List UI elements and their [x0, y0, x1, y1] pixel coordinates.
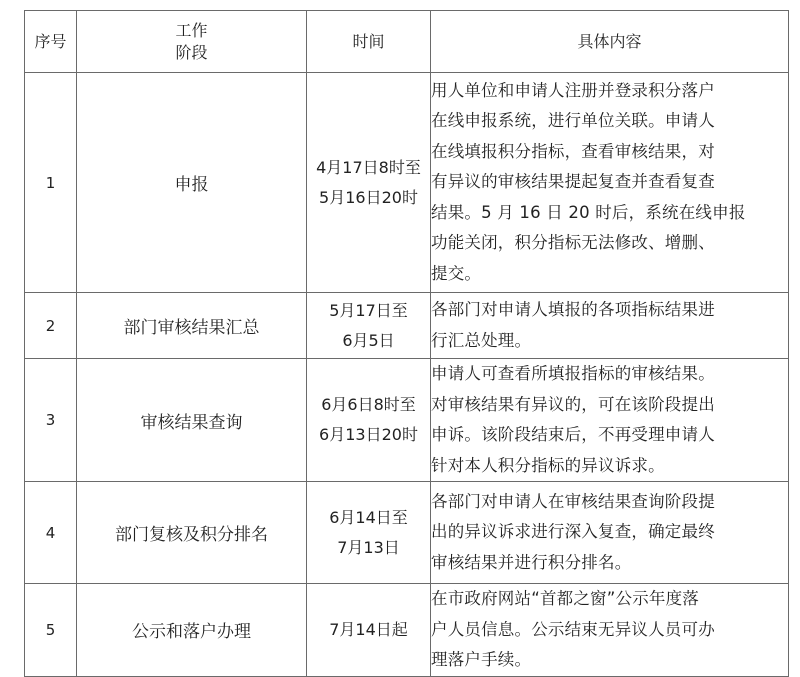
time-line: 7月14日起: [329, 619, 408, 639]
row-content: [431, 293, 789, 359]
content-line: 功能关闭，积分指标无法修改、增删、: [431, 233, 715, 253]
content-line: 出的异议诉求进行深入复查，确定最终: [431, 522, 715, 542]
time-line: 6月13日20时: [319, 425, 418, 444]
row-time: [307, 584, 431, 677]
content-line: 提交。: [431, 263, 482, 283]
header-content: 具体内容: [431, 11, 789, 73]
row-stage: 部门复核及积分排名: [77, 482, 307, 584]
row-content: [431, 584, 789, 677]
row-num: 5: [25, 584, 77, 677]
header-stage: [77, 11, 307, 73]
row-stage: 部门审核结果汇总: [77, 293, 307, 359]
row-stage: 审核结果查询: [77, 359, 307, 482]
row-time: [307, 359, 431, 482]
content-line: 户人员信息。公示结束无异议人员可办: [431, 619, 715, 639]
content-line: 有异议的审核结果提起复查并查看复查: [431, 172, 715, 192]
header-stage-line1: 工作: [175, 20, 208, 40]
content-line: 用人单位和申请人注册并登录积分落户: [431, 80, 715, 100]
row-stage: 公示和落户办理: [77, 584, 307, 677]
content-line: 结果。5 月 16 日 20 时后，系统在线申报: [431, 202, 746, 222]
content-line: 针对本人积分指标的异议诉求。: [431, 455, 665, 475]
table-row: [25, 584, 789, 677]
content-line: 审核结果并进行积分排名。: [431, 552, 632, 572]
content-line: 在市政府网站“首都之窗”公示年度落: [431, 589, 699, 608]
content-line: 各部门对申请人填报的各项指标结果进: [431, 300, 715, 319]
time-line: 7月13日: [337, 537, 400, 557]
row-content: [431, 73, 789, 293]
content-line: 申诉。该阶段结束后，不再受理申请人: [431, 425, 715, 444]
row-time: [307, 293, 431, 359]
row-content: [431, 359, 789, 482]
time-line: 6月14日至: [329, 507, 408, 527]
content-line: 申请人可查看所填报指标的审核结果。: [431, 364, 715, 383]
schedule-table: [24, 10, 789, 677]
time-line: 6月6日8时至: [321, 395, 416, 414]
time-line: 5月17日至: [329, 300, 408, 320]
time-line: 4月17日8时至: [316, 157, 421, 177]
time-line: 5月16日20时: [319, 187, 418, 207]
header-stage-line2: 阶段: [175, 42, 208, 62]
row-num: 2: [25, 293, 77, 359]
row-num: 4: [25, 482, 77, 584]
row-time: [307, 73, 431, 293]
row-stage: 申报: [77, 73, 307, 293]
header-num: 序号: [25, 11, 77, 73]
table-row: [25, 73, 789, 293]
header-row: [25, 11, 789, 73]
content-line: 行汇总处理。: [431, 330, 532, 350]
content-line: 在线申报系统，进行单位关联。申请人: [431, 111, 715, 131]
row-num: 3: [25, 359, 77, 482]
table-row: [25, 482, 789, 584]
content-line: 理落户手续。: [431, 650, 532, 669]
table-row: [25, 359, 789, 482]
row-num: 1: [25, 73, 77, 293]
table-row: [25, 293, 789, 359]
row-content: [431, 482, 789, 584]
content-line: 各部门对申请人在审核结果查询阶段提: [431, 491, 715, 511]
content-line: 在线填报积分指标，查看审核结果，对: [431, 141, 715, 161]
content-line: 对审核结果有异议的，可在该阶段提出: [431, 394, 715, 414]
row-time: [307, 482, 431, 584]
time-line: 6月5日: [342, 330, 395, 350]
header-time: 时间: [307, 11, 431, 73]
